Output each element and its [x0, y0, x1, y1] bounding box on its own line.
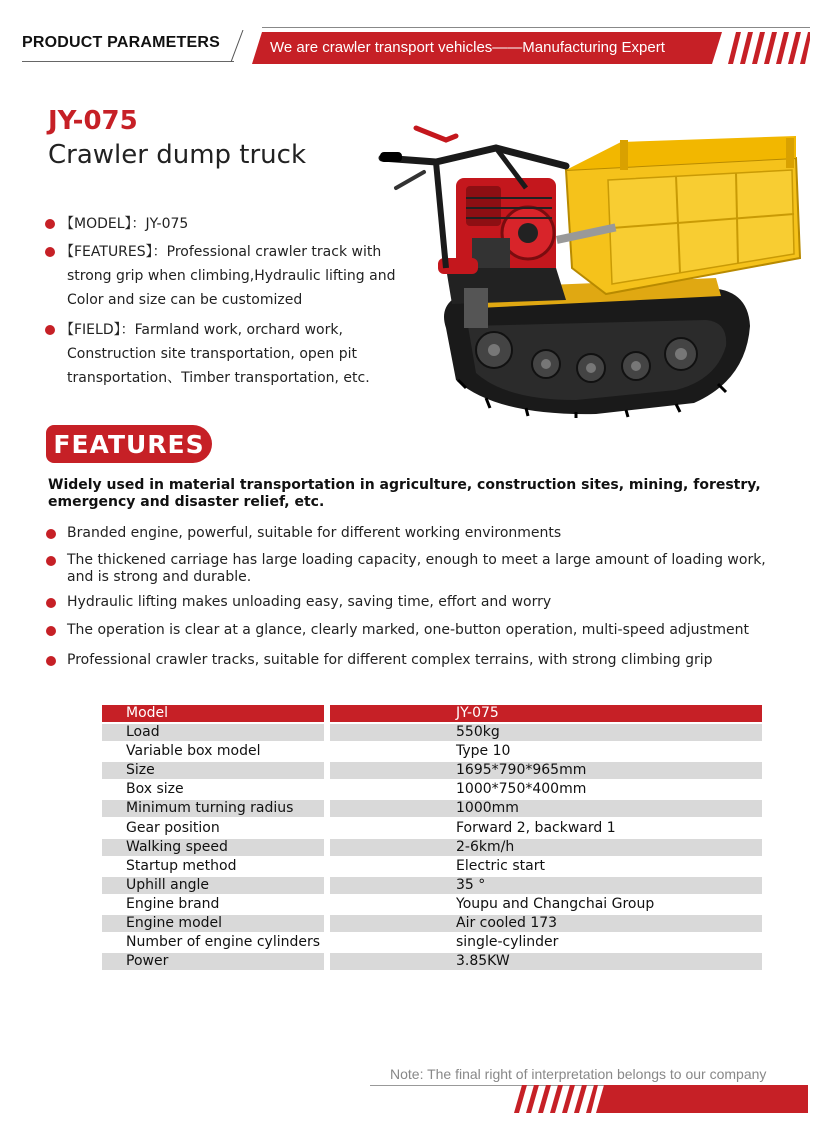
bullet-dot — [45, 219, 55, 229]
table-label: Variable box model — [126, 743, 261, 760]
table-value: 1000*750*400mm — [456, 781, 587, 798]
table-row — [102, 933, 762, 952]
table-value: 1695*790*965mm — [330, 762, 762, 779]
table-row — [102, 780, 762, 799]
table-row — [102, 761, 762, 780]
table-value: Air cooled 173 — [330, 915, 762, 932]
spec-model: 【MODEL】：JY-075 — [48, 212, 398, 236]
spec-field: 【FIELD】：Farmland work, orchard work, Construction site transportation, open pit transportation、Timber transportation, etc. — [48, 318, 398, 390]
bullet-dot — [46, 626, 56, 636]
table-value: Type 10 — [456, 743, 511, 760]
table-value: 35 ° — [330, 877, 762, 894]
table-value: 2-6km/h — [330, 839, 762, 856]
table-label: Engine brand — [126, 895, 220, 912]
feature-item: Professional crawler tracks, suitable for different complex terrains, with strong climbing grip — [48, 652, 788, 669]
table-row — [102, 742, 762, 761]
table-label: Engine model — [102, 915, 324, 932]
header-underline — [22, 61, 234, 62]
footer-stripes-decoration — [514, 1085, 598, 1113]
header-stripes-decoration — [722, 32, 810, 64]
feature-item: Branded engine, powerful, suitable for different working environments — [48, 525, 788, 542]
header-top-rule — [262, 27, 810, 28]
bullet-dot — [45, 247, 55, 257]
table-row — [102, 876, 762, 895]
table-value: single-cylinder — [456, 934, 559, 951]
table-label: Startup method — [126, 857, 237, 874]
table-value: Electric start — [456, 857, 545, 874]
table-row — [102, 723, 762, 742]
table-label: Uphill angle — [102, 877, 324, 894]
footer-banner — [596, 1085, 808, 1113]
features-intro: Widely used in material transportation in agriculture, construction sites, mining, forestry, emergency and disaster relief, etc. — [48, 477, 761, 510]
bullet-dot — [45, 325, 55, 335]
bullet-dot — [46, 556, 56, 566]
table-row — [102, 819, 762, 838]
table-value: 1000mm — [330, 800, 762, 817]
feature-item: Hydraulic lifting makes unloading easy, saving time, effort and worry — [48, 594, 788, 611]
model-name: Crawler dump truck — [48, 140, 307, 170]
feature-item: The thickened carriage has large loading capacity, enough to meet a large amount of loading work, and is strong and durable. — [48, 552, 788, 586]
spec-features: 【FEATURES】：Professional crawler track with strong grip when climbing,Hydraulic lifting and Color and size can be customized — [48, 240, 398, 312]
footer-note: Note: The final right of interpretation belongs to our company — [390, 1066, 767, 1082]
table-row — [102, 838, 762, 857]
table-label: Load — [102, 724, 324, 741]
table-label: Gear position — [126, 819, 220, 836]
table-row — [102, 799, 762, 818]
table-header-label: Model — [102, 705, 324, 722]
table-row — [102, 914, 762, 933]
table-row — [102, 952, 762, 971]
table-label: Walking speed — [102, 839, 324, 856]
features-badge: FEATURES — [46, 425, 212, 463]
tagline-text: We are crawler transport vehicles——Manufacturing Expert — [270, 39, 665, 56]
feature-item: The operation is clear at a glance, clearly marked, one-button operation, multi-speed adjustment — [48, 622, 788, 639]
table-value: Youpu and Changchai Group — [456, 895, 655, 912]
bullet-dot — [46, 529, 56, 539]
bullet-dot — [46, 656, 56, 666]
parameters-table — [102, 704, 762, 971]
table-header-row — [102, 704, 762, 723]
table-label: Minimum turning radius — [102, 800, 324, 817]
bullet-dot — [46, 598, 56, 608]
table-row — [102, 857, 762, 876]
table-label: Size — [102, 762, 324, 779]
table-value: Forward 2, backward 1 — [456, 819, 616, 836]
table-value: 550kg — [330, 724, 762, 741]
header-slant-divider — [230, 30, 244, 62]
section-title: PRODUCT PARAMETERS — [22, 34, 220, 51]
model-code: JY-075 — [48, 106, 138, 136]
table-value: 3.85KW — [330, 953, 762, 970]
crawler-dump-truck-image — [376, 118, 810, 418]
table-header-value: JY-075 — [330, 705, 762, 722]
table-label: Power — [102, 953, 324, 970]
table-label: Box size — [126, 781, 184, 798]
table-row — [102, 895, 762, 914]
table-label: Number of engine cylinders — [126, 934, 321, 951]
